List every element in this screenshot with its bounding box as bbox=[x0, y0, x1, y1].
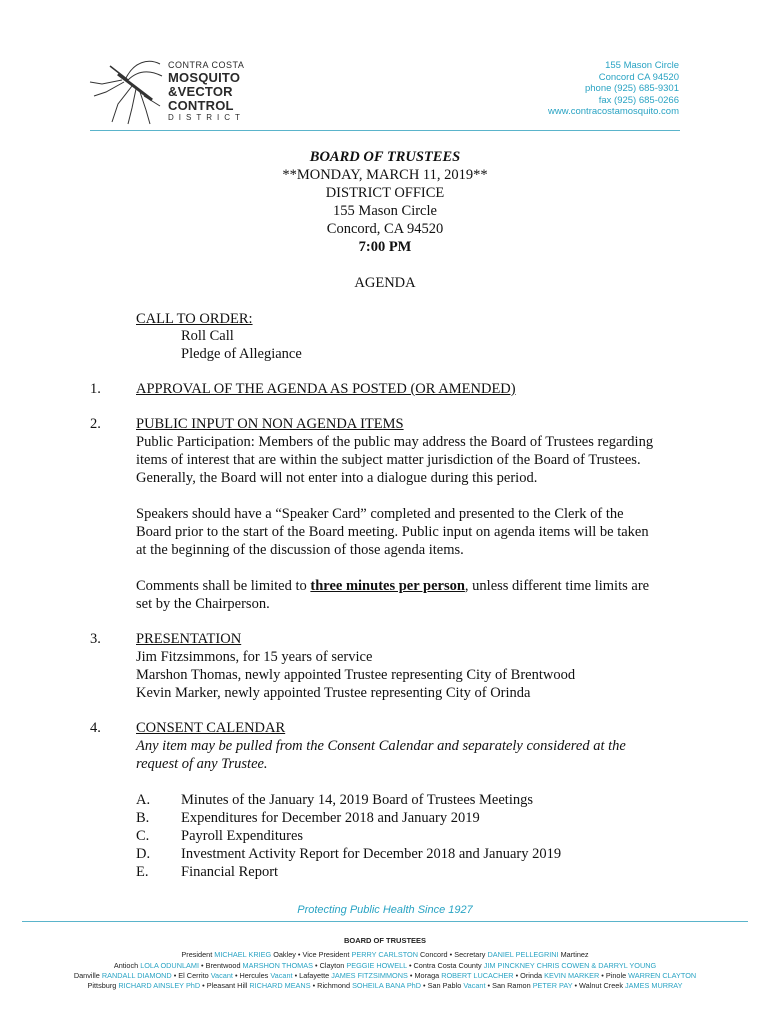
trustee-name: RICHARD AINSLEY PhD bbox=[118, 981, 201, 990]
footer-officers-row bbox=[0, 950, 770, 959]
district-logo bbox=[88, 56, 248, 126]
sub-item-letter: C. bbox=[136, 828, 150, 844]
footer-divider bbox=[22, 921, 748, 922]
item-number: 1. bbox=[90, 381, 101, 397]
trustee-name: PERRY CARLSTON bbox=[351, 950, 418, 959]
paragraph-line: Public Participation: Members of the public may address the Board of Trustees regarding bbox=[136, 434, 654, 450]
sub-item-letter: A. bbox=[136, 792, 151, 808]
title-office: DISTRICT OFFICE bbox=[325, 185, 445, 201]
header-divider bbox=[90, 130, 680, 131]
mosquito-icon bbox=[88, 56, 168, 126]
address-phone: phone (925) 685-9301 bbox=[584, 83, 679, 95]
address-fax: fax (925) 685-0266 bbox=[598, 94, 679, 106]
paragraph-text: Comments shall be limited to bbox=[136, 578, 311, 594]
trustee-name: ROBERT LUCACHER bbox=[441, 971, 514, 980]
trustee-city-label: • Richmond bbox=[310, 981, 353, 990]
trustee-name: JAMES FITZSIMMONS bbox=[331, 971, 408, 980]
trustee-city-label: • El Cerrito bbox=[171, 971, 211, 980]
sub-item-letter: E. bbox=[136, 864, 149, 880]
trustee-city-label: Antioch bbox=[113, 961, 141, 970]
paragraph-text: , unless different time limits are bbox=[464, 578, 650, 594]
trustee-city-label: • Pleasant Hill bbox=[200, 981, 250, 990]
logo-text-district: DISTRICT bbox=[168, 113, 245, 122]
title-board: BOARD OF TRUSTEES bbox=[309, 149, 461, 165]
sub-item-letter: D. bbox=[136, 846, 151, 862]
trustee-name: SOHEILA BANA PhD bbox=[352, 981, 422, 990]
trustee-name: LOLA ODUNLAMI bbox=[140, 961, 200, 970]
trustee-name: WARREN CLAYTON bbox=[628, 971, 697, 980]
trustee-name: Vacant bbox=[463, 981, 486, 990]
consent-note: Any item may be pulled from the Consent Calendar and separately considered at the bbox=[136, 738, 626, 754]
trustee-name: MARSHON THOMAS bbox=[242, 961, 313, 970]
trustee-name: RANDALL DIAMOND bbox=[101, 971, 172, 980]
paragraph-line: set by the Chairperson. bbox=[136, 596, 270, 612]
trustee-name: PETER PAY bbox=[532, 981, 573, 990]
presentation-line: Marshon Thomas, newly appointed Trustee representing City of Brentwood bbox=[136, 667, 576, 683]
trustee-name: Vacant bbox=[210, 971, 233, 980]
paragraph-line: Board prior to the start of the Board meeting. Public input on agenda items will be taken bbox=[136, 524, 649, 540]
trustee-name: PEGGIE HOWELL bbox=[346, 961, 407, 970]
item-heading-public-input: PUBLIC INPUT ON NON AGENDA ITEMS bbox=[136, 416, 404, 432]
item-number: 4. bbox=[90, 720, 101, 736]
call-to-order-heading: CALL TO ORDER: bbox=[136, 311, 253, 327]
trustee-name: MICHAEL KRIEG bbox=[214, 950, 272, 959]
footer-tagline: Protecting Public Health Since 1927 bbox=[297, 904, 473, 916]
item-heading-presentation: PRESENTATION bbox=[136, 631, 242, 647]
footer-trustees-row bbox=[0, 981, 770, 990]
call-to-order-item: Roll Call bbox=[181, 328, 234, 344]
trustee-city-label: • Moraga bbox=[407, 971, 442, 980]
item-heading-approval: APPROVAL OF THE AGENDA AS POSTED (OR AMENDED) bbox=[136, 381, 516, 397]
trustee-city-label: Martinez bbox=[558, 950, 589, 959]
emphasis-three-minutes: three minutes per person bbox=[310, 578, 465, 594]
footer-trustees-row bbox=[0, 961, 770, 970]
item-heading-consent-calendar: CONSENT CALENDAR bbox=[136, 720, 286, 736]
trustee-city-label: Danville bbox=[73, 971, 102, 980]
sub-item-text: Minutes of the January 14, 2019 Board of Trustees Meetings bbox=[181, 792, 533, 808]
consent-note: request of any Trustee. bbox=[136, 756, 268, 772]
trustee-city-label: Concord • Secretary bbox=[417, 950, 488, 959]
paragraph-line: Speakers should have a “Speaker Card” completed and presented to the Clerk of the bbox=[136, 506, 624, 522]
trustee-city-label: • San Pablo bbox=[421, 981, 464, 990]
paragraph-line bbox=[136, 577, 649, 595]
trustee-name: JAMES MURRAY bbox=[625, 981, 683, 990]
trustee-name: RICHARD MEANS bbox=[249, 981, 311, 990]
logo-text-control: CONTROL bbox=[168, 98, 234, 113]
trustee-city-label: • Pinole bbox=[599, 971, 629, 980]
trustee-name: Vacant bbox=[270, 971, 293, 980]
trustee-city-label: Pittsburg bbox=[87, 981, 119, 990]
presentation-line: Jim Fitzsimmons, for 15 years of service bbox=[136, 649, 373, 665]
trustee-name: KEVIN MARKER bbox=[544, 971, 600, 980]
title-date: **MONDAY, MARCH 11, 2019** bbox=[282, 167, 488, 183]
trustee-city-label: • Brentwood bbox=[199, 961, 243, 970]
call-to-order-item: Pledge of Allegiance bbox=[181, 346, 302, 362]
trustee-city-label: • Lafayette bbox=[292, 971, 332, 980]
trustee-city-label: • Walnut Creek bbox=[572, 981, 626, 990]
trustee-city-label: Oakley • Vice President bbox=[271, 950, 352, 959]
trustee-city-label: • San Ramon bbox=[485, 981, 533, 990]
trustee-city-label: • Clayton bbox=[312, 961, 347, 970]
address-city: Concord CA 94520 bbox=[598, 71, 679, 83]
paragraph-line: at the beginning of the discussion of those agenda items. bbox=[136, 542, 464, 558]
trustee-city-label: • Orinda bbox=[513, 971, 545, 980]
title-time: 7:00 PM bbox=[358, 239, 412, 255]
title-city: Concord, CA 94520 bbox=[326, 221, 444, 237]
address-block bbox=[548, 60, 679, 118]
trustee-city-label: • Contra Costa County bbox=[406, 961, 484, 970]
title-street: 155 Mason Circle bbox=[333, 203, 437, 219]
title-agenda: AGENDA bbox=[354, 275, 416, 291]
presentation-line: Kevin Marker, newly appointed Trustee representing City of Orinda bbox=[136, 685, 531, 701]
footer-trustees-row bbox=[0, 971, 770, 980]
paragraph-line: Generally, the Board will not enter into a dialogue during this period. bbox=[136, 470, 538, 486]
footer-board-title: BOARD OF TRUSTEES bbox=[343, 936, 427, 945]
paragraph-line: items of interest that are within the subject matter jurisdiction of the Board of Trustees. bbox=[136, 452, 641, 468]
item-number: 3. bbox=[90, 631, 101, 647]
sub-item-letter: B. bbox=[136, 810, 150, 826]
address-website-link[interactable]: www.contracostamosquito.com bbox=[548, 106, 679, 118]
sub-item-text: Financial Report bbox=[181, 864, 279, 880]
trustee-name: JIM PINCKNEY CHRIS COWEN & DARRYL YOUNG bbox=[483, 961, 657, 970]
trustee-city-label: • Hercules bbox=[232, 971, 271, 980]
logo-text-mosquito: MOSQUITO bbox=[168, 70, 241, 85]
sub-item-text: Payroll Expenditures bbox=[181, 828, 304, 844]
logo-text-contra-costa: CONTRA COSTA bbox=[168, 60, 245, 70]
trustee-name: DANIEL PELLEGRINI bbox=[487, 950, 559, 959]
sub-item-text: Expenditures for December 2018 and January 2019 bbox=[181, 810, 480, 826]
logo-text-vector: &VECTOR bbox=[168, 84, 233, 99]
item-number: 2. bbox=[90, 416, 101, 432]
sub-item-text: Investment Activity Report for December 2018 and January 2019 bbox=[181, 846, 562, 862]
address-street: 155 Mason Circle bbox=[605, 60, 679, 71]
trustee-city-label: President bbox=[181, 950, 215, 959]
